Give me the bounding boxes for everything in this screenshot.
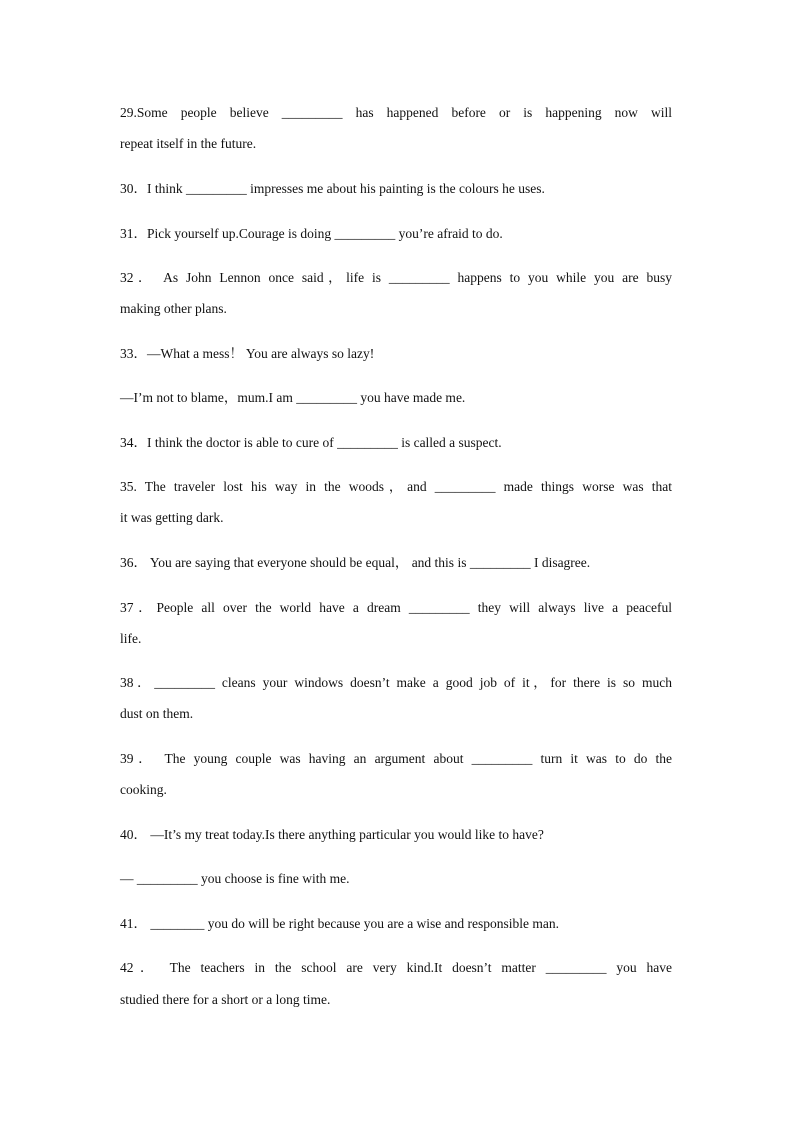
question-39-line-2: cooking. xyxy=(120,782,167,797)
question-37-line-1: 37．People all over the world have a dream _________ they will always live a peaceful xyxy=(120,600,672,615)
question-30-line-1: 30．I think _________ impresses me about his painting is the colours he uses. xyxy=(120,181,545,196)
question-41-line-1: 41． ________ you do will be right because you are a wise and responsible man. xyxy=(120,916,560,931)
question-35-line-2: it was getting dark. xyxy=(120,510,224,525)
question-40-line-1: 40． —It’s my treat today.Is there anything particular you would like to have? xyxy=(120,827,544,842)
question-38-line-2: dust on them. xyxy=(120,706,194,721)
question-29-line-1: 29.Some people believe _________ has happened before or is happening now will xyxy=(120,105,672,120)
question-34-line-1: 34．I think the doctor is able to cure of _________ is called a suspect. xyxy=(120,435,502,450)
question-39-line-1: 39． The young couple was having an argument about _________ turn it was to do the xyxy=(120,751,672,766)
question-32-line-2: making other plans. xyxy=(120,301,227,316)
question-35-line-1: 35. The traveler lost his way in the woods，and _________ made things worse was that xyxy=(120,479,672,494)
question-38-line-1: 38．_________ cleans your windows doesn’t make a good job of it，for there is so much xyxy=(120,675,672,690)
question-42-line-2: studied there for a short or a long time. xyxy=(120,992,331,1007)
question-29-line-2: repeat itself in the future. xyxy=(120,136,257,151)
question-42-line-1: 42． The teachers in the school are very kind.It doesn’t matter _________ you have xyxy=(120,960,672,975)
question-36-line-1: 36． You are saying that everyone should be equal， and this is _________ I disagree. xyxy=(120,555,591,570)
question-33-line-1: 33．—What a mess！ You are always so lazy! xyxy=(120,346,375,361)
question-33-line-2: —I’m not to blame，mum.I am _________ you have made me. xyxy=(120,390,466,405)
question-40-line-2: — _________ you choose is fine with me. xyxy=(120,871,350,886)
question-32-line-1: 32． As John Lennon once said，life is _________ happens to you while you are busy xyxy=(120,270,672,285)
question-37-line-2: life. xyxy=(120,631,142,646)
question-31-line-1: 31．Pick yourself up.Courage is doing _________ you’re afraid to do. xyxy=(120,226,503,241)
